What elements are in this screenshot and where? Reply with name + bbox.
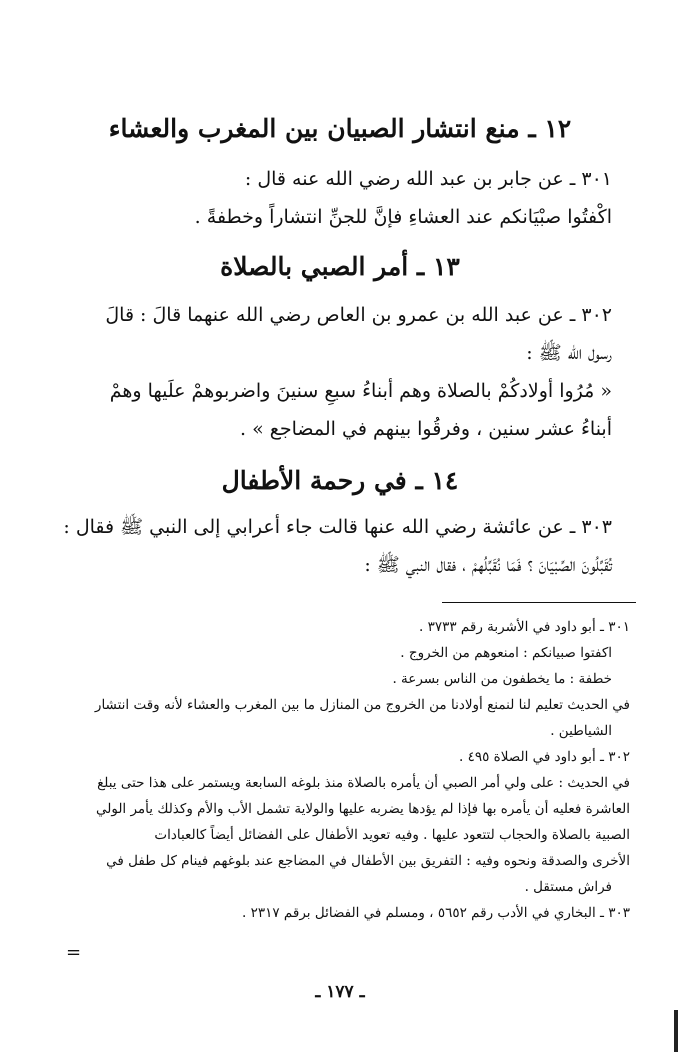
footnote-line: العاشرة فعليه أن يأمره بها فإذا لم يؤدها يضربه عليها والولاية تشمل الأب والأم وكذلك يأمر الولي bbox=[95, 801, 630, 817]
footnote-line: الصبية بالصلاة والحجاب لتتعود عليها . وفيه تعويد الأطفال على الفضائل أيضاً كالعبادات bbox=[154, 827, 630, 843]
hadith-302 bbox=[62, 296, 612, 448]
footnote-line: اكفتوا صبيانكم : امنعوهم من الخروج . bbox=[400, 645, 612, 661]
footnote-line: ٣٠٣ ـ البخاري في الأدب رقم ٥٦٥٢ ، ومسلم في الفضائل برقم ٢٣١٧ . bbox=[242, 905, 630, 921]
hadith-302-line: أبناءُ عشر سنين ، وفرقُوا بينهم في المضاجع » . bbox=[240, 418, 612, 440]
hadith-303-line: تُقَبِّلُونَ الصِّبْيَانَ ؟ فَمَا نُقَبِّلُهمْ ، فقال النبي ﷺ : bbox=[364, 554, 612, 576]
footnote-line: الشياطين . bbox=[550, 723, 612, 739]
section-13-heading: ١٣ ـ أمر الصبي بالصلاة bbox=[220, 252, 460, 281]
footnote-line: فراش مستقل . bbox=[524, 879, 612, 895]
hadith-301-line: ٣٠١ ـ عن جابر بن عبد الله رضي الله عنه قال : bbox=[244, 168, 612, 190]
footnotes bbox=[62, 614, 630, 926]
scan-edge-mark bbox=[674, 1010, 678, 1052]
footnote-line: في الحديث تعليم لنا لنمنع أولادنا من الخروج من المنازل ما بين المغرب والعشاء لأنه وقت انتشار bbox=[94, 697, 630, 713]
page-number: ـ ١٧٧ ـ bbox=[315, 982, 365, 1002]
footnote-line: الأخرى والصدقة ونحوه وفيه : التفريق بين الأطفال في المضاجع عند بلوغهم فينام كل طفل في bbox=[106, 853, 630, 869]
hadith-302-line: ٣٠٢ ـ عن عبد الله بن عمرو بن العاص رضي الله عنهما قالَ : قالَ bbox=[105, 304, 612, 326]
section-12-heading: ١٢ ـ منع انتشار الصبيان بين المغرب والعشاء bbox=[108, 114, 572, 143]
hadith-301-line: اكْفتُوا صبْيَانكم عند العشاءِ فإنَّ للجنِّ انتشاراً وخطفةً . bbox=[194, 206, 612, 228]
hadith-302-line: « مُرُوا أولادكُمْ بالصلاة وهم أبناءُ سبعِ سنينَ واضربوهمْ علَيها وهمْ bbox=[109, 380, 612, 402]
section-14-heading: ١٤ ـ في رحمة الأطفال bbox=[221, 466, 459, 495]
footnote-line: ٣٠١ ـ أبو داود في الأشربة رقم ٣٧٣٣ . bbox=[418, 619, 630, 635]
footnote-divider bbox=[442, 602, 636, 603]
footnote-line: في الحديث : على ولي أمر الصبي أن يأمره بالصلاة منذ بلوغه السابعة ويستمر على هذا حتى يبلغ bbox=[97, 775, 630, 791]
footnote-line: خطفة : ما يخطفون من الناس بسرعة . bbox=[392, 671, 612, 687]
hadith-301 bbox=[62, 160, 612, 236]
hadith-303-line: ٣٠٣ ـ عن عائشة رضي الله عنها قالت جاء أعرابي إلى النبي ﷺ فقال : bbox=[63, 516, 612, 538]
hadith-302-line: رسول الله ﷺ : bbox=[526, 342, 612, 364]
footnote-line: ٣٠٢ ـ أبو داود في الصلاة ٤٩٥ . bbox=[458, 749, 630, 765]
hadith-303 bbox=[62, 508, 612, 584]
continuation-mark: = bbox=[66, 942, 82, 963]
